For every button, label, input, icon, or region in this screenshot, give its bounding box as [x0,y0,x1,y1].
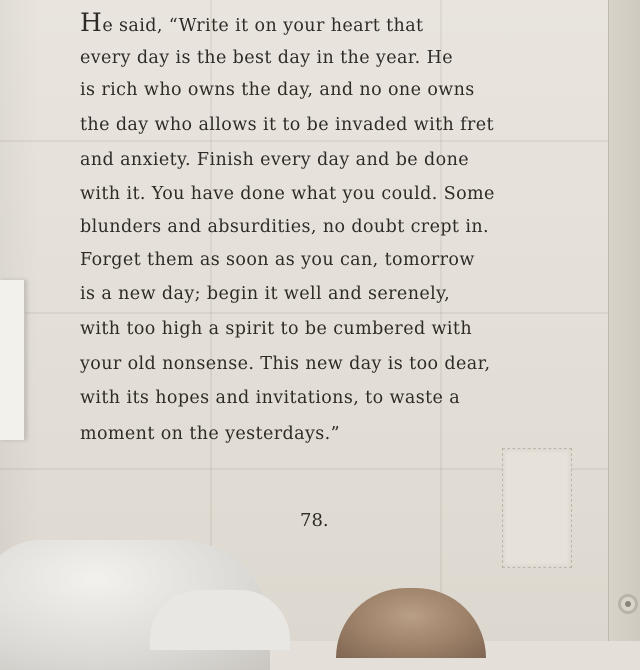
paper-edge [0,280,25,440]
drop-cap: H [80,8,103,37]
quote-line: is a new day; begin it well and serenely, [80,284,451,304]
quote-line: with its hopes and invitations, to waste a [80,388,461,408]
quote-line: with too high a spirit to be cumbered with [80,319,472,339]
quote-line: every day is the best day in the year. He [80,48,453,68]
pet-fur [336,588,486,658]
fabric-patch [502,448,572,568]
fabric-fold [0,312,640,314]
fabric-fold [0,140,640,142]
quote-line: your old nonsense. This new day is too dear, [80,354,491,374]
quote-line: moment on the yesterdays.” [80,424,340,444]
page-number: 78. [300,510,329,531]
quote-line: is rich who owns the day, and no one owns [80,80,475,100]
quote-line: He said, “Write it on your heart that [80,8,424,37]
quote-line: and anxiety. Finish every day and be done [80,150,469,170]
banner-edge [608,0,640,641]
quote-line: the day who allows it to be invaded with fret [80,115,494,135]
grommet [618,594,638,614]
quote-line: Forget them as soon as you can, tomorrow [80,250,475,270]
quote-line: blunders and absurdities, no doubt crept in. [80,217,489,237]
pillow [150,590,290,650]
quote-line: with it. You have done what you could. Some [80,184,495,204]
